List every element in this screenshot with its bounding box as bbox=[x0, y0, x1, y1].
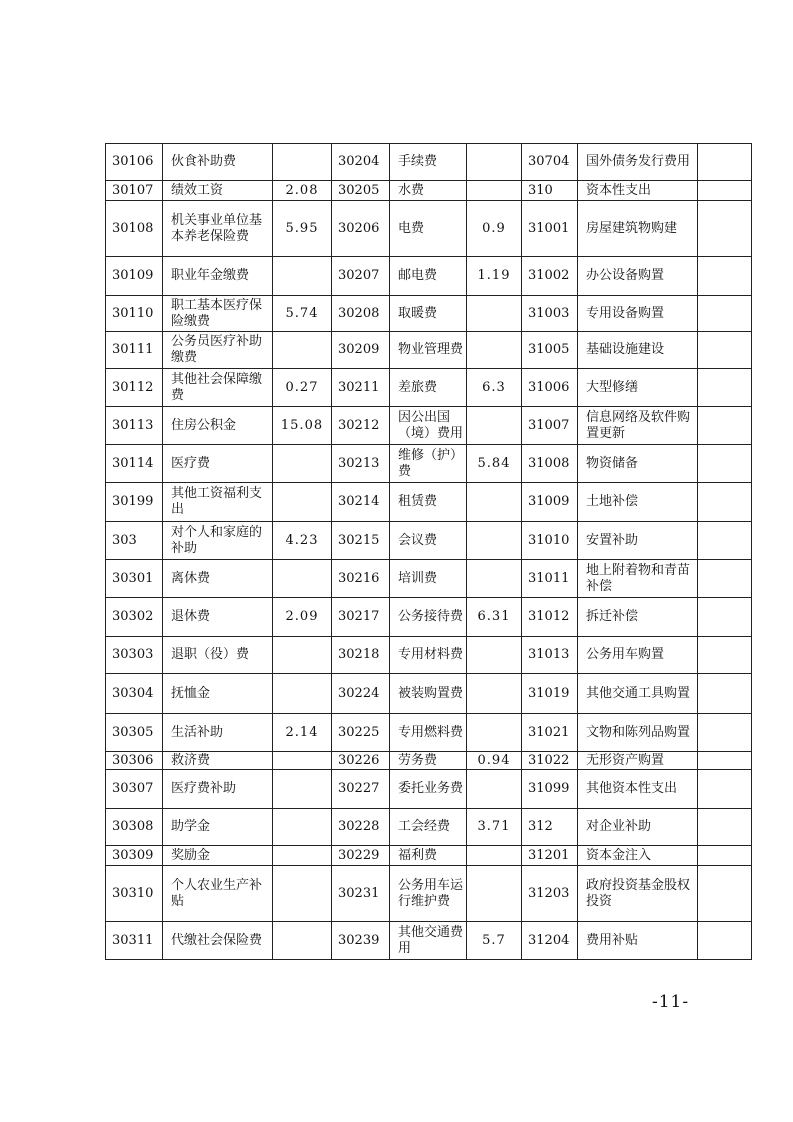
amount-2-cell bbox=[467, 407, 522, 445]
item-name-1-cell: 退休费 bbox=[163, 598, 273, 637]
amount-1-cell bbox=[273, 332, 332, 369]
amount-1-cell: 2.08 bbox=[273, 181, 332, 201]
budget-table bbox=[105, 143, 752, 960]
amount-1-cell: 5.95 bbox=[273, 201, 332, 257]
item-name-3-cell: 其他资本性支出 bbox=[578, 770, 698, 809]
amount-2-cell bbox=[467, 714, 522, 752]
code-2-cell: 30218 bbox=[332, 637, 390, 674]
item-name-2-cell: 取暖费 bbox=[390, 296, 467, 332]
item-name-3-cell: 费用补贴 bbox=[578, 922, 698, 960]
amount-3-cell bbox=[698, 674, 752, 714]
item-name-3-cell: 公务用车购置 bbox=[578, 637, 698, 674]
table-row bbox=[106, 257, 752, 296]
code-3-cell: 30704 bbox=[522, 144, 578, 181]
code-3-cell: 31013 bbox=[522, 637, 578, 674]
code-2-cell: 30227 bbox=[332, 770, 390, 809]
amount-1-cell bbox=[273, 560, 332, 598]
code-2-cell: 30231 bbox=[332, 866, 390, 922]
item-name-2-cell: 水费 bbox=[390, 181, 467, 201]
item-name-1-cell: 机关事业单位基本养老保险费 bbox=[163, 201, 273, 257]
item-name-2-cell: 专用燃料费 bbox=[390, 714, 467, 752]
amount-2-cell bbox=[467, 846, 522, 866]
table-row bbox=[106, 201, 752, 257]
code-1-cell: 30108 bbox=[106, 201, 163, 257]
amount-3-cell bbox=[698, 752, 752, 770]
item-name-1-cell: 生活补助 bbox=[163, 714, 273, 752]
item-name-3-cell: 无形资产购置 bbox=[578, 752, 698, 770]
code-1-cell: 30307 bbox=[106, 770, 163, 809]
item-name-2-cell: 手续费 bbox=[390, 144, 467, 181]
item-name-2-cell: 培训费 bbox=[390, 560, 467, 598]
amount-2-cell bbox=[467, 522, 522, 560]
item-name-1-cell: 代缴社会保险费 bbox=[163, 922, 273, 960]
amount-2-cell: 5.84 bbox=[467, 445, 522, 483]
item-name-2-cell: 维修（护）费 bbox=[390, 445, 467, 483]
amount-2-cell bbox=[467, 296, 522, 332]
item-name-3-cell: 大型修缮 bbox=[578, 369, 698, 407]
item-name-1-cell: 公务员医疗补助缴费 bbox=[163, 332, 273, 369]
code-1-cell: 30308 bbox=[106, 809, 163, 846]
amount-3-cell bbox=[698, 407, 752, 445]
code-1-cell: 30306 bbox=[106, 752, 163, 770]
code-2-cell: 30209 bbox=[332, 332, 390, 369]
code-3-cell: 312 bbox=[522, 809, 578, 846]
amount-2-cell bbox=[467, 332, 522, 369]
amount-1-cell bbox=[273, 637, 332, 674]
amount-3-cell bbox=[698, 598, 752, 637]
amount-2-cell bbox=[467, 144, 522, 181]
amount-2-cell bbox=[467, 674, 522, 714]
amount-3-cell bbox=[698, 144, 752, 181]
code-2-cell: 30204 bbox=[332, 144, 390, 181]
item-name-1-cell: 离休费 bbox=[163, 560, 273, 598]
code-2-cell: 30228 bbox=[332, 809, 390, 846]
code-1-cell: 30114 bbox=[106, 445, 163, 483]
item-name-1-cell: 职工基本医疗保险缴费 bbox=[163, 296, 273, 332]
item-name-1-cell: 救济费 bbox=[163, 752, 273, 770]
item-name-3-cell: 资本性支出 bbox=[578, 181, 698, 201]
item-name-1-cell: 其他社会保障缴费 bbox=[163, 369, 273, 407]
item-name-2-cell: 劳务费 bbox=[390, 752, 467, 770]
code-2-cell: 30212 bbox=[332, 407, 390, 445]
amount-3-cell bbox=[698, 201, 752, 257]
code-2-cell: 30225 bbox=[332, 714, 390, 752]
amount-2-cell bbox=[467, 770, 522, 809]
amount-1-cell: 5.74 bbox=[273, 296, 332, 332]
code-2-cell: 30226 bbox=[332, 752, 390, 770]
item-name-2-cell: 会议费 bbox=[390, 522, 467, 560]
code-3-cell: 31001 bbox=[522, 201, 578, 257]
amount-3-cell bbox=[698, 181, 752, 201]
code-3-cell: 310 bbox=[522, 181, 578, 201]
amount-3-cell bbox=[698, 866, 752, 922]
code-3-cell: 31021 bbox=[522, 714, 578, 752]
amount-3-cell bbox=[698, 714, 752, 752]
code-3-cell: 31006 bbox=[522, 369, 578, 407]
item-name-2-cell: 福利费 bbox=[390, 846, 467, 866]
item-name-1-cell: 职业年金缴费 bbox=[163, 257, 273, 296]
code-1-cell: 30109 bbox=[106, 257, 163, 296]
table-row bbox=[106, 483, 752, 522]
code-3-cell: 31022 bbox=[522, 752, 578, 770]
code-3-cell: 31099 bbox=[522, 770, 578, 809]
table-row bbox=[106, 369, 752, 407]
code-3-cell: 31203 bbox=[522, 866, 578, 922]
amount-2-cell bbox=[467, 483, 522, 522]
item-name-3-cell: 物资储备 bbox=[578, 445, 698, 483]
item-name-3-cell: 对企业补助 bbox=[578, 809, 698, 846]
amount-1-cell bbox=[273, 445, 332, 483]
amount-3-cell bbox=[698, 637, 752, 674]
code-3-cell: 31019 bbox=[522, 674, 578, 714]
amount-1-cell: 2.09 bbox=[273, 598, 332, 637]
item-name-2-cell: 因公出国（境）费用 bbox=[390, 407, 467, 445]
code-1-cell: 30110 bbox=[106, 296, 163, 332]
amount-1-cell bbox=[273, 144, 332, 181]
item-name-3-cell: 政府投资基金股权投资 bbox=[578, 866, 698, 922]
item-name-1-cell: 绩效工资 bbox=[163, 181, 273, 201]
code-2-cell: 30224 bbox=[332, 674, 390, 714]
code-3-cell: 31003 bbox=[522, 296, 578, 332]
code-1-cell: 30305 bbox=[106, 714, 163, 752]
amount-2-cell bbox=[467, 560, 522, 598]
amount-2-cell bbox=[467, 866, 522, 922]
code-1-cell: 30311 bbox=[106, 922, 163, 960]
item-name-3-cell: 国外债务发行费用 bbox=[578, 144, 698, 181]
code-2-cell: 30213 bbox=[332, 445, 390, 483]
amount-1-cell bbox=[273, 770, 332, 809]
amount-3-cell bbox=[698, 257, 752, 296]
page-number: -11- bbox=[652, 992, 690, 1012]
code-2-cell: 30229 bbox=[332, 846, 390, 866]
table-row bbox=[106, 598, 752, 637]
item-name-1-cell: 医疗费补助 bbox=[163, 770, 273, 809]
code-1-cell: 30107 bbox=[106, 181, 163, 201]
amount-2-cell: 6.31 bbox=[467, 598, 522, 637]
table-row bbox=[106, 332, 752, 369]
table-row bbox=[106, 181, 752, 201]
item-name-1-cell: 抚恤金 bbox=[163, 674, 273, 714]
item-name-2-cell: 电费 bbox=[390, 201, 467, 257]
code-3-cell: 31011 bbox=[522, 560, 578, 598]
amount-1-cell bbox=[273, 257, 332, 296]
amount-1-cell: 15.08 bbox=[273, 407, 332, 445]
code-2-cell: 30214 bbox=[332, 483, 390, 522]
code-3-cell: 31010 bbox=[522, 522, 578, 560]
code-2-cell: 30215 bbox=[332, 522, 390, 560]
item-name-2-cell: 委托业务费 bbox=[390, 770, 467, 809]
table-body bbox=[106, 144, 752, 960]
amount-1-cell bbox=[273, 846, 332, 866]
amount-1-cell bbox=[273, 752, 332, 770]
code-2-cell: 30211 bbox=[332, 369, 390, 407]
item-name-1-cell: 其他工资福利支出 bbox=[163, 483, 273, 522]
table-row bbox=[106, 922, 752, 960]
code-3-cell: 31002 bbox=[522, 257, 578, 296]
item-name-1-cell: 对个人和家庭的补助 bbox=[163, 522, 273, 560]
amount-1-cell: 4.23 bbox=[273, 522, 332, 560]
code-3-cell: 31008 bbox=[522, 445, 578, 483]
code-1-cell: 30304 bbox=[106, 674, 163, 714]
amount-3-cell bbox=[698, 770, 752, 809]
amount-2-cell: 0.94 bbox=[467, 752, 522, 770]
amount-3-cell bbox=[698, 369, 752, 407]
table-row bbox=[106, 846, 752, 866]
amount-3-cell bbox=[698, 560, 752, 598]
table-row bbox=[106, 144, 752, 181]
item-name-1-cell: 住房公积金 bbox=[163, 407, 273, 445]
code-3-cell: 31005 bbox=[522, 332, 578, 369]
item-name-3-cell: 地上附着物和青苗补偿 bbox=[578, 560, 698, 598]
code-3-cell: 31012 bbox=[522, 598, 578, 637]
code-2-cell: 30206 bbox=[332, 201, 390, 257]
table-row bbox=[106, 674, 752, 714]
item-name-3-cell: 文物和陈列品购置 bbox=[578, 714, 698, 752]
code-2-cell: 30205 bbox=[332, 181, 390, 201]
amount-2-cell: 0.9 bbox=[467, 201, 522, 257]
table-row bbox=[106, 866, 752, 922]
item-name-1-cell: 退职（役）费 bbox=[163, 637, 273, 674]
amount-3-cell bbox=[698, 445, 752, 483]
item-name-2-cell: 工会经费 bbox=[390, 809, 467, 846]
amount-3-cell bbox=[698, 296, 752, 332]
item-name-2-cell: 物业管理费 bbox=[390, 332, 467, 369]
item-name-2-cell: 租赁费 bbox=[390, 483, 467, 522]
item-name-3-cell: 房屋建筑物购建 bbox=[578, 201, 698, 257]
item-name-2-cell: 差旅费 bbox=[390, 369, 467, 407]
amount-1-cell bbox=[273, 674, 332, 714]
amount-3-cell bbox=[698, 483, 752, 522]
code-2-cell: 30239 bbox=[332, 922, 390, 960]
code-1-cell: 303 bbox=[106, 522, 163, 560]
amount-2-cell bbox=[467, 181, 522, 201]
code-1-cell: 30113 bbox=[106, 407, 163, 445]
code-1-cell: 30309 bbox=[106, 846, 163, 866]
code-3-cell: 31009 bbox=[522, 483, 578, 522]
code-2-cell: 30207 bbox=[332, 257, 390, 296]
amount-1-cell bbox=[273, 866, 332, 922]
amount-3-cell bbox=[698, 922, 752, 960]
code-2-cell: 30216 bbox=[332, 560, 390, 598]
amount-2-cell: 1.19 bbox=[467, 257, 522, 296]
amount-2-cell: 3.71 bbox=[467, 809, 522, 846]
item-name-1-cell: 伙食补助费 bbox=[163, 144, 273, 181]
amount-2-cell bbox=[467, 637, 522, 674]
code-1-cell: 30302 bbox=[106, 598, 163, 637]
amount-2-cell: 5.7 bbox=[467, 922, 522, 960]
code-2-cell: 30217 bbox=[332, 598, 390, 637]
table-row bbox=[106, 522, 752, 560]
item-name-3-cell: 信息网络及软件购置更新 bbox=[578, 407, 698, 445]
amount-1-cell bbox=[273, 483, 332, 522]
item-name-1-cell: 助学金 bbox=[163, 809, 273, 846]
item-name-2-cell: 公务接待费 bbox=[390, 598, 467, 637]
code-2-cell: 30208 bbox=[332, 296, 390, 332]
amount-1-cell: 0.27 bbox=[273, 369, 332, 407]
item-name-1-cell: 奖励金 bbox=[163, 846, 273, 866]
item-name-2-cell: 专用材料费 bbox=[390, 637, 467, 674]
item-name-1-cell: 个人农业生产补贴 bbox=[163, 866, 273, 922]
code-1-cell: 30106 bbox=[106, 144, 163, 181]
table-row bbox=[106, 445, 752, 483]
amount-3-cell bbox=[698, 809, 752, 846]
code-3-cell: 31007 bbox=[522, 407, 578, 445]
item-name-3-cell: 基础设施建设 bbox=[578, 332, 698, 369]
code-1-cell: 30301 bbox=[106, 560, 163, 598]
amount-3-cell bbox=[698, 522, 752, 560]
item-name-2-cell: 被装购置费 bbox=[390, 674, 467, 714]
table-row bbox=[106, 770, 752, 809]
item-name-2-cell: 公务用车运行维护费 bbox=[390, 866, 467, 922]
amount-3-cell bbox=[698, 332, 752, 369]
table-row bbox=[106, 296, 752, 332]
item-name-2-cell: 邮电费 bbox=[390, 257, 467, 296]
table-row bbox=[106, 714, 752, 752]
amount-1-cell: 2.14 bbox=[273, 714, 332, 752]
table-row bbox=[106, 752, 752, 770]
item-name-3-cell: 专用设备购置 bbox=[578, 296, 698, 332]
item-name-3-cell: 资本金注入 bbox=[578, 846, 698, 866]
item-name-2-cell: 其他交通费用 bbox=[390, 922, 467, 960]
amount-2-cell: 6.3 bbox=[467, 369, 522, 407]
item-name-3-cell: 土地补偿 bbox=[578, 483, 698, 522]
table-row bbox=[106, 560, 752, 598]
item-name-3-cell: 安置补助 bbox=[578, 522, 698, 560]
code-3-cell: 31201 bbox=[522, 846, 578, 866]
amount-3-cell bbox=[698, 846, 752, 866]
code-1-cell: 30112 bbox=[106, 369, 163, 407]
item-name-3-cell: 办公设备购置 bbox=[578, 257, 698, 296]
code-1-cell: 30111 bbox=[106, 332, 163, 369]
item-name-1-cell: 医疗费 bbox=[163, 445, 273, 483]
code-1-cell: 30310 bbox=[106, 866, 163, 922]
code-1-cell: 30199 bbox=[106, 483, 163, 522]
table-row bbox=[106, 407, 752, 445]
amount-1-cell bbox=[273, 809, 332, 846]
table-row bbox=[106, 637, 752, 674]
item-name-3-cell: 其他交通工具购置 bbox=[578, 674, 698, 714]
amount-1-cell bbox=[273, 922, 332, 960]
code-1-cell: 30303 bbox=[106, 637, 163, 674]
table-row bbox=[106, 809, 752, 846]
item-name-3-cell: 拆迁补偿 bbox=[578, 598, 698, 637]
code-3-cell: 31204 bbox=[522, 922, 578, 960]
